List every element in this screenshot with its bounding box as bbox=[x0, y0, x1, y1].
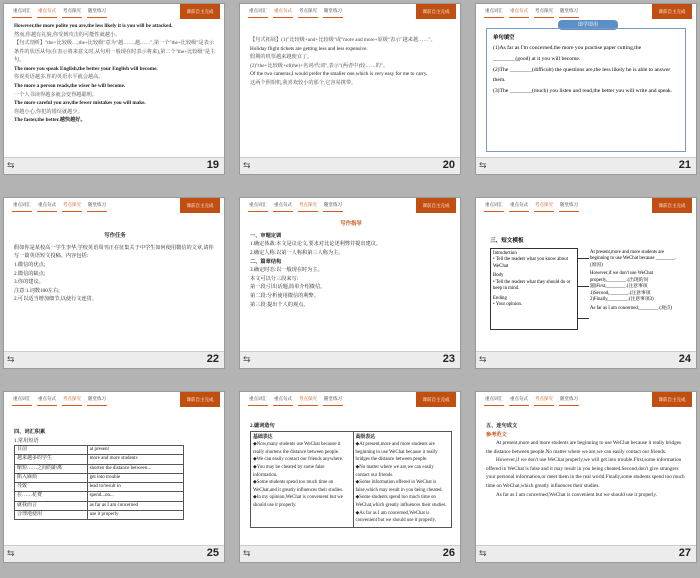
slide-tab-bar bbox=[12, 202, 107, 212]
essay-paragraph: As far as I am concerned,WeChat is convenient but we should use it properly. bbox=[496, 491, 658, 498]
tab-sentences[interactable]: 重点句式 bbox=[273, 8, 293, 18]
tab-sentences[interactable]: 重点句式 bbox=[273, 396, 293, 406]
slide-footer bbox=[476, 157, 696, 174]
tab-vocab[interactable]: 重点词汇 bbox=[484, 8, 504, 18]
tab-vocab[interactable]: 重点词汇 bbox=[248, 202, 268, 212]
translation: 假期的机票越来越便宜了。 bbox=[250, 54, 313, 61]
essay-paragraph: At present,more and more students are beginning to use WeChat because it really bridges the distance between people.No matter where we are,we can easily contact our friends. bbox=[486, 440, 682, 455]
tab-sentences[interactable]: 重点句式 bbox=[509, 8, 529, 18]
phrase-en: as far as I am concerned bbox=[87, 501, 183, 510]
task-line: 2.微信的缺点; bbox=[14, 270, 46, 277]
template-diagram bbox=[490, 248, 678, 338]
page-number: 19 bbox=[206, 159, 219, 171]
phrase-cn: 就我而言 bbox=[15, 501, 88, 510]
guide-line: 1.确定体裁:本文是议论文,要求对比论述利弊并提出建议。 bbox=[250, 241, 382, 248]
slide-tab-bar bbox=[248, 8, 343, 18]
tab-practice[interactable]: 随堂练习 bbox=[559, 396, 579, 406]
phrase-cn: 导致 bbox=[15, 483, 88, 492]
phrase-cn: 越来越多的学生 bbox=[15, 455, 88, 464]
swap-icon[interactable]: ⇆ bbox=[479, 355, 487, 365]
swap-icon[interactable]: ⇆ bbox=[243, 355, 251, 365]
slide-tab-bar bbox=[248, 396, 343, 406]
slide-footer bbox=[4, 545, 224, 562]
guide-line: 一、审题定调 bbox=[250, 232, 282, 239]
slide-badge: 课前自主完成 bbox=[652, 198, 692, 213]
phrase-cn: 合理地使用 bbox=[15, 510, 88, 519]
slide-body bbox=[14, 428, 184, 542]
tab-sentences[interactable]: 重点句式 bbox=[37, 396, 57, 406]
structure-box bbox=[490, 248, 578, 330]
slide-footer bbox=[476, 545, 696, 562]
exercise-box bbox=[486, 28, 686, 152]
column-header: 高级表达 bbox=[355, 434, 376, 440]
translation: 然而,你越有礼貌,你受到攻击的可能性就越小。 bbox=[14, 31, 121, 38]
slide-badge: 课前自主完成 bbox=[416, 392, 456, 407]
tab-sentences[interactable]: 重点句式 bbox=[37, 202, 57, 212]
structure-point: • Your opinion. bbox=[493, 302, 523, 308]
exercise-item: (3)The ________(much) you listen and read,the better you will write and speak. bbox=[493, 87, 673, 94]
slide-badge: 课前自主完成 bbox=[652, 4, 692, 19]
table-row bbox=[15, 492, 184, 501]
slide-25[interactable] bbox=[3, 391, 225, 563]
example-sentence: The more careful you are,the fewer mistakes you will make. bbox=[14, 100, 146, 107]
section-tag: 即学即用 bbox=[558, 20, 618, 30]
slide-body bbox=[250, 422, 452, 542]
slide-22[interactable] bbox=[3, 197, 225, 369]
tab-sentences[interactable]: 重点句式 bbox=[273, 202, 293, 212]
page-number: 24 bbox=[678, 353, 691, 365]
example-sentence: However,the more polite you are,the less likely it is you will be attacked. bbox=[14, 23, 173, 29]
slide-body bbox=[14, 22, 216, 154]
advanced-expression: ◆At present,more and more students are beginning to use WeChat because it really bridges the distance between people. bbox=[355, 442, 438, 463]
advanced-expression: ◆No matter where we are,we can easily contact our friends. bbox=[355, 464, 434, 478]
swap-icon[interactable]: ⇆ bbox=[479, 549, 487, 559]
tab-practice[interactable]: 随堂练习 bbox=[87, 202, 107, 212]
tab-exam-points[interactable]: 考点探究 bbox=[534, 202, 554, 212]
phrase-table bbox=[14, 445, 184, 520]
tab-exam-points[interactable]: 考点探究 bbox=[62, 8, 82, 18]
sentence-extension: (2)"the+比较级+of(the)+名词/代词",表示"(两者中)较……的"。 bbox=[250, 62, 389, 69]
page-number: 25 bbox=[206, 547, 219, 559]
tab-exam-points[interactable]: 考点探究 bbox=[534, 8, 554, 18]
page-number: 21 bbox=[678, 159, 691, 171]
column-header: 基础表达 bbox=[253, 434, 273, 440]
example-sentence: The more a person reads,the wiser he will become. bbox=[14, 83, 126, 90]
translation: 这两个照相机,我喜欢较小的那个,它容易携带。 bbox=[250, 79, 357, 86]
slide-footer bbox=[4, 157, 224, 174]
tab-practice[interactable]: 随堂练习 bbox=[87, 396, 107, 406]
table-row bbox=[15, 464, 184, 473]
essay-paragraph: However,if we don't use WeChat properly,we will get into trouble.First,some information offered in WeChat is false and it may result in you being cheated.Second,don't give strangers your personal information,or meet them in the real world.Finally,some students spend too much time on WeChat,which greatly influences their studies. bbox=[486, 457, 685, 490]
slide-tab-bar bbox=[12, 8, 107, 18]
slide-badge: 课前自主完成 bbox=[416, 4, 456, 19]
basic-expression: ◆Now,many students use WeChat because it really shortens the distance between people. bbox=[253, 442, 341, 455]
tab-vocab[interactable]: 重点词汇 bbox=[484, 396, 504, 406]
guide-title: 写作指导 bbox=[340, 221, 362, 227]
compare-heading: 2.谴词造句 bbox=[250, 423, 275, 429]
advanced-expression: ◆Some information offered in WeChat is false,which may result in you being cheated. bbox=[355, 480, 443, 493]
page-number: 20 bbox=[442, 159, 455, 171]
table-row bbox=[15, 501, 184, 510]
task-line: 3.你的建议。 bbox=[14, 279, 44, 286]
slide-23[interactable] bbox=[239, 197, 461, 369]
slide-footer bbox=[240, 351, 460, 368]
example-sentence: The faster,the better.越快越好。 bbox=[14, 117, 86, 124]
tab-exam-points[interactable]: 考点探究 bbox=[298, 202, 318, 212]
phrase-cn: 在……花费 bbox=[15, 492, 88, 501]
structure-point: • Tell the readers what you know about WeChat bbox=[493, 257, 568, 269]
slide-badge: 课前自主完成 bbox=[416, 198, 456, 213]
phrase-cn: 陷入麻烦 bbox=[15, 473, 88, 482]
slide-tab-bar bbox=[484, 8, 579, 18]
tab-exam-points[interactable]: 考点探究 bbox=[298, 396, 318, 406]
phrase-en: get into trouble bbox=[87, 473, 183, 482]
translation: 你说英语越多,你的英语水平就会越高。 bbox=[14, 74, 104, 81]
translation: 一个人书读得越多就会变得越聪明。 bbox=[14, 91, 98, 98]
slide-body bbox=[250, 36, 452, 154]
tab-practice[interactable]: 随堂练习 bbox=[559, 202, 579, 212]
slide-tab-bar bbox=[484, 396, 579, 406]
essay-subheading: 参考范文 bbox=[486, 431, 507, 438]
guide-line: 第一段:引出话题,简单介绍微信。 bbox=[250, 284, 326, 291]
swap-icon[interactable]: ⇆ bbox=[7, 549, 15, 559]
slide-26[interactable] bbox=[239, 391, 461, 563]
phrase-cn: 缩短……之间的距离 bbox=[15, 464, 88, 473]
template-text bbox=[588, 248, 680, 330]
task-line: 2.可以适当增加细节,以使行文连贯。 bbox=[14, 296, 98, 303]
table-row bbox=[15, 483, 184, 492]
phrase-en: shorten the distance between... bbox=[87, 464, 183, 473]
basic-column bbox=[251, 432, 349, 527]
slide-badge: 课前自主完成 bbox=[180, 392, 220, 407]
sentence-extension: 【句式拓展】(1)"比较级+and+比较级"或"more and more+原级"表示"越来越……"。 bbox=[250, 37, 436, 43]
basic-expression: ◆Some students spend too much time on WeChat,and it greatly influences their studies. bbox=[253, 480, 344, 493]
tab-vocab[interactable]: 重点词汇 bbox=[12, 202, 32, 212]
slide-tab-bar bbox=[248, 202, 343, 212]
slide-footer bbox=[240, 157, 460, 174]
swap-icon[interactable]: ⇆ bbox=[7, 355, 15, 365]
advanced-column bbox=[353, 432, 452, 527]
tab-sentences[interactable]: 重点句式 bbox=[37, 8, 57, 18]
slide-body bbox=[14, 232, 216, 348]
structure-label: Ending bbox=[493, 295, 507, 301]
task-line: 假如你是某校高一学生李华,学校英语周刊正在征集关于中学生如何使用微信的文章,请你写一篇英语短文投稿。内容包括: bbox=[14, 244, 214, 260]
phrase-en: more and more students bbox=[87, 455, 183, 464]
slide-20[interactable] bbox=[239, 3, 461, 175]
basic-expression: ◆You may be cheated by some false information. bbox=[253, 464, 325, 478]
slide-badge: 课前自主完成 bbox=[180, 198, 220, 213]
basic-expression: ◆In my opinion,WeChat is convenient but we should use it properly. bbox=[253, 495, 343, 508]
tab-exam-points[interactable]: 考点探究 bbox=[62, 202, 82, 212]
tab-sentences[interactable]: 重点句式 bbox=[509, 202, 529, 212]
vocab-subheading: 1.常用短语 bbox=[14, 437, 39, 444]
tab-exam-points[interactable]: 考点探究 bbox=[534, 396, 554, 406]
exercise-heading: 单句填空 bbox=[493, 35, 515, 41]
tab-practice[interactable]: 随堂练习 bbox=[323, 202, 343, 212]
structure-label: Body bbox=[493, 273, 504, 279]
tab-practice[interactable]: 随堂练习 bbox=[87, 8, 107, 18]
guide-line: 二、篇章结构 bbox=[250, 258, 282, 265]
template-paragraph: As far as I am concerned,________.(观点) bbox=[590, 305, 673, 311]
example-sentence: Of the two cameras,I would prefer the smaller one,which is very easy for me to carry. bbox=[250, 71, 428, 78]
guide-line: 2.确定人称:以第一人称和第三人称为主。 bbox=[250, 250, 344, 257]
sentence-analysis: 【句式剖析】"the+比较级…,the+比较级"意为"越……,越……",第一个"the+比较级"是表示条件的状语从句(在表示将来意义时,从句用一般现在时表示将来),第二个"the+比较级"是主句。 bbox=[14, 40, 216, 64]
slide-footer bbox=[240, 545, 460, 562]
slide-24[interactable] bbox=[475, 197, 697, 369]
slide-tab-bar bbox=[12, 396, 107, 406]
tab-exam-points[interactable]: 考点探究 bbox=[298, 8, 318, 18]
template-paragraph: At present,more and more students are beginning to use WeChat because ________.(原因) bbox=[590, 250, 677, 268]
exercise-item: (1)As far as I'm concerned,the more you practise paper cutting,the ________(good) at it you will become. bbox=[493, 45, 642, 62]
template-heading: 三、短文模板 bbox=[490, 238, 524, 244]
translation: 你越小心,你犯的错误就越少。 bbox=[14, 108, 83, 115]
swap-icon[interactable]: ⇆ bbox=[7, 161, 15, 171]
task-title: 写作任务 bbox=[104, 233, 126, 239]
slide-footer bbox=[4, 351, 224, 368]
advanced-expression: ◆As far as I am concerned,WeChat is convenient but we should use it properly. bbox=[355, 510, 436, 524]
table-row bbox=[15, 473, 184, 482]
phrase-en: use it properly bbox=[87, 510, 183, 519]
page-number: 26 bbox=[442, 547, 455, 559]
compare-table bbox=[250, 431, 452, 528]
tab-practice[interactable]: 随堂练习 bbox=[323, 8, 343, 18]
tab-vocab[interactable]: 重点词汇 bbox=[248, 396, 268, 406]
vocab-heading: 四、词汇积累 bbox=[14, 429, 46, 435]
template-paragraph: However,if we don't use WeChat properly,________.(出现的问题)First,________.(注意事项1)Second,________.(注意事项2)Finally,________.(注意事项3) bbox=[590, 271, 654, 303]
slide-footer bbox=[476, 351, 696, 368]
table-row bbox=[15, 455, 184, 464]
example-sentence: The more you speak English,the better your English will become. bbox=[14, 65, 158, 72]
slide-19[interactable] bbox=[3, 3, 225, 175]
tab-vocab[interactable]: 重点词汇 bbox=[12, 396, 32, 406]
slide-21[interactable] bbox=[475, 3, 697, 175]
structure-label: Introduction bbox=[493, 251, 517, 256]
page-number: 27 bbox=[678, 547, 691, 559]
task-line: 1.微信的优点; bbox=[14, 262, 46, 269]
swap-icon[interactable]: ⇆ bbox=[243, 549, 251, 559]
swap-icon[interactable]: ⇆ bbox=[479, 161, 487, 171]
tab-sentences[interactable]: 重点句式 bbox=[509, 396, 529, 406]
slide-badge: 课前自主完成 bbox=[180, 4, 220, 19]
tab-exam-points[interactable]: 考点探究 bbox=[62, 396, 82, 406]
phrase-en: lead to/result in bbox=[87, 483, 183, 492]
page-number: 22 bbox=[206, 353, 219, 365]
tab-practice[interactable]: 随堂练习 bbox=[323, 396, 343, 406]
table-row bbox=[15, 510, 184, 519]
slide-27[interactable] bbox=[475, 391, 697, 563]
task-line: 注意:1.词数100左右; bbox=[14, 287, 60, 294]
slide-badge: 课前自主完成 bbox=[652, 392, 692, 407]
example-sentence: Holiday flight tickets are getting less and less expensive. bbox=[250, 45, 368, 52]
basic-expression: ◆We can easily contact our friends anywhere. bbox=[253, 457, 344, 463]
guide-line: 3.确定时态:以一般现在时为主。 bbox=[250, 267, 323, 274]
tab-vocab[interactable]: 重点词汇 bbox=[248, 8, 268, 18]
page-number: 23 bbox=[442, 353, 455, 365]
phrase-en: spend...on... bbox=[87, 492, 183, 501]
slide-tab-bar bbox=[484, 202, 579, 212]
slide-body bbox=[486, 422, 688, 542]
exercise-item: (2)The ________(difficult) the questions are,the less likely he is able to answer them. bbox=[493, 66, 671, 84]
guide-line: 本文可以分三段来写: bbox=[250, 275, 299, 282]
structure-point: • Tell the readers what they should do or keep in mind. bbox=[493, 279, 571, 292]
guide-line: 第三段:提出个人的观点。 bbox=[250, 301, 309, 308]
slide-body bbox=[250, 220, 452, 348]
tab-vocab[interactable]: 重点词汇 bbox=[12, 8, 32, 18]
guide-line: 第二段:分析使用微信的利弊。 bbox=[250, 292, 319, 299]
advanced-expression: ◆Some students spend too much time on WeChat,which greatly influences their studies. bbox=[355, 495, 447, 508]
tab-practice[interactable]: 随堂练习 bbox=[559, 8, 579, 18]
phrase-en: at present bbox=[87, 446, 183, 455]
essay-heading: 五、连句成文 bbox=[486, 423, 518, 429]
table-row bbox=[15, 446, 184, 455]
swap-icon[interactable]: ⇆ bbox=[243, 161, 251, 171]
tab-vocab[interactable]: 重点词汇 bbox=[484, 202, 504, 212]
phrase-cn: 目前 bbox=[15, 446, 88, 455]
